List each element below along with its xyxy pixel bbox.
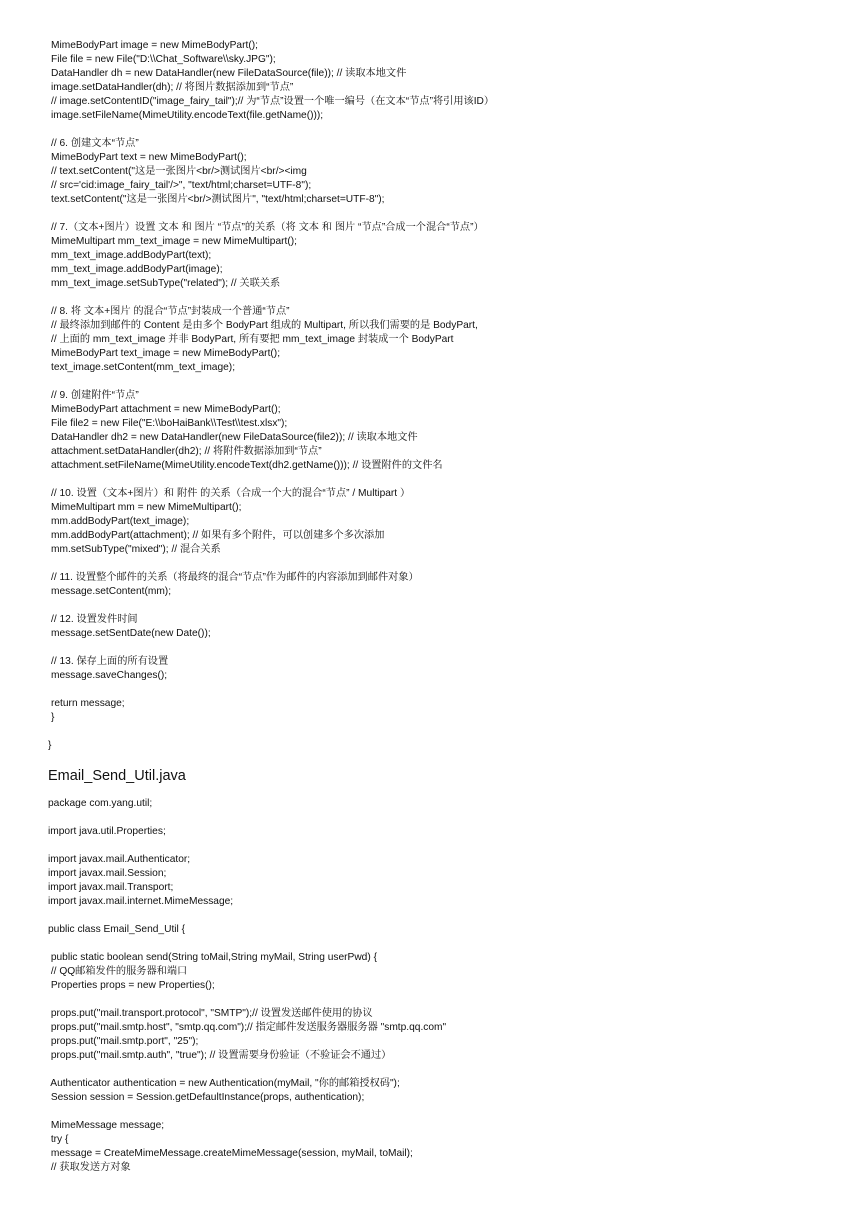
- code-line: props.put("mail.transport.protocol", "SMTP");// 设置发送邮件使用的协议: [48, 1008, 373, 1019]
- code-paragraph: [0, 951, 868, 993]
- code-paragraph: [0, 797, 868, 811]
- code-line: package com.yang.util;: [48, 798, 153, 809]
- code-paragraph: [0, 1007, 868, 1063]
- code-line: mm.addBodyPart(text_image);: [51, 516, 190, 527]
- code-line: attachment.setFileName(MimeUtility.encodeText(dh2.getName())); // 设置附件的文件名: [51, 460, 443, 471]
- code-line: // 8. 将 文本+图片 的混合“节点”封装成一个普通“节点”: [51, 306, 290, 317]
- code-line: // src='cid:image_fairy_tail'/>", "text/html;charset=UTF-8");: [51, 180, 312, 191]
- code-paragraph: [0, 825, 868, 839]
- code-line: import javax.mail.Authenticator;: [48, 854, 191, 865]
- code-line: MimeMessage message;: [48, 1120, 165, 1131]
- code-paragraph: [0, 853, 868, 909]
- code-line: // 6. 创建文本“节点”: [51, 138, 139, 149]
- code-paragraph: [0, 305, 868, 375]
- code-line: mm.setSubType("mixed"); // 混合关系: [51, 544, 221, 555]
- code-line: MimeBodyPart attachment = new MimeBodyPart();: [51, 404, 281, 415]
- code-paragraph: [0, 655, 868, 683]
- code-line: mm_text_image.addBodyPart(image);: [51, 264, 223, 275]
- code-paragraph: [0, 697, 868, 725]
- code-line: // 13. 保存上面的所有设置: [51, 656, 169, 667]
- code-line: // QQ邮箱发件的服务器和端口: [48, 966, 188, 977]
- code-paragraph: [0, 39, 868, 123]
- code-line: // 12. 设置发件时间: [51, 614, 138, 625]
- code-paragraph: [0, 613, 868, 641]
- code-paragraph: [0, 923, 868, 937]
- code-line: DataHandler dh2 = new DataHandler(new FileDataSource(file2)); // 读取本地文件: [51, 432, 418, 443]
- code-line: MimeBodyPart image = new MimeBodyPart();: [51, 40, 258, 51]
- code-line: public static boolean send(String toMail,String myMail, String userPwd) {: [48, 952, 377, 963]
- code-line: import javax.mail.Session;: [48, 868, 167, 879]
- code-paragraph: [0, 1077, 868, 1105]
- code-line: props.put("mail.smtp.host", "smtp.qq.com");// 指定邮件发送服务器服务器 "smtp.qq.com": [48, 1022, 447, 1033]
- code-line: DataHandler dh = new DataHandler(new FileDataSource(file)); // 读取本地文件: [51, 68, 407, 79]
- code-line: mm.addBodyPart(attachment); // 如果有多个附件，可以创建多个多次添加: [51, 530, 385, 541]
- code-line: image.setDataHandler(dh); // 将图片数据添加到“节点”: [51, 82, 294, 93]
- code-line: message.setContent(mm);: [51, 586, 172, 597]
- code-paragraph: [0, 221, 868, 291]
- code-line: MimeBodyPart text = new MimeBodyPart();: [51, 152, 247, 163]
- code-line: props.put("mail.smtp.port", "25");: [48, 1036, 199, 1047]
- code-line: props.put("mail.smtp.auth", "true"); // 设置需要身份验证（不验证会不通过）: [48, 1050, 392, 1061]
- code-line: try {: [48, 1134, 69, 1145]
- code-paragraph: [0, 487, 868, 557]
- code-line: import javax.mail.Transport;: [48, 882, 174, 893]
- code-line: // image.setContentID("image_fairy_tail");// 为“节点”设置一个唯一编号（在文本“节点”将引用该ID）: [51, 96, 495, 107]
- code-paragraph: [0, 1119, 868, 1175]
- code-line: message = CreateMimeMessage.createMimeMessage(session, myMail, toMail);: [48, 1148, 413, 1159]
- code-line: image.setFileName(MimeUtility.encodeText(file.getName()));: [51, 110, 324, 121]
- code-line: import java.util.Properties;: [48, 826, 166, 837]
- code-line: // text.setContent("这是一张图片<br/>测试图片<br/><img: [51, 166, 307, 177]
- code-line: text.setContent("这是一张图片<br/>测试图片", "text/html;charset=UTF-8");: [51, 194, 385, 205]
- code-line: // 10. 设置（文本+图片）和 附件 的关系（合成一个大的混合“节点” / Multipart ）: [51, 488, 411, 499]
- code-line: File file = new File("D:\\Chat_Software\\sky.JPG");: [51, 54, 276, 65]
- code-line: Session session = Session.getDefaultInstance(props, authentication);: [48, 1092, 365, 1103]
- code-line: File file2 = new File("E:\\boHaiBank\\Test\\test.xlsx");: [51, 418, 288, 429]
- code-line: message.setSentDate(new Date());: [51, 628, 211, 639]
- code-line: mm_text_image.addBodyPart(text);: [51, 250, 212, 261]
- code-line: // 获取发送方对象: [48, 1162, 131, 1173]
- code-line: message.saveChanges();: [51, 670, 168, 681]
- code-line: MimeMultipart mm_text_image = new MimeMultipart();: [51, 236, 297, 247]
- code-line: MimeMultipart mm = new MimeMultipart();: [51, 502, 242, 513]
- class-closing-brace: }: [48, 740, 52, 751]
- code-line: MimeBodyPart text_image = new MimeBodyPart();: [51, 348, 281, 359]
- code-line: }: [51, 712, 55, 723]
- code-line: // 最终添加到邮件的 Content 是由多个 BodyPart 组成的 Multipart, 所以我们需要的是 BodyPart,: [51, 320, 478, 331]
- code-paragraph: [0, 137, 868, 207]
- code-line: Authenticator authentication = new Authentication(myMail, "你的邮箱授权码");: [48, 1078, 400, 1089]
- code-line: import javax.mail.internet.MimeMessage;: [48, 896, 234, 907]
- code-line: mm_text_image.setSubType("related"); // 关联关系: [51, 278, 281, 289]
- code-line: public class Email_Send_Util {: [48, 924, 186, 935]
- code-line: // 9. 创建附件“节点”: [51, 390, 139, 401]
- code-paragraph: [0, 571, 868, 599]
- code-line: return message;: [51, 698, 125, 709]
- code-line: // 上面的 mm_text_image 并非 BodyPart, 所有要把 mm_text_image 封装成一个 BodyPart: [51, 334, 454, 345]
- section-title: Email_Send_Util.java: [48, 768, 186, 784]
- code-line: attachment.setDataHandler(dh2); // 将附件数据添加到“节点”: [51, 446, 322, 457]
- code-line: Properties props = new Properties();: [48, 980, 215, 991]
- code-line: text_image.setContent(mm_text_image);: [51, 362, 236, 373]
- code-line: // 7.（文本+图片）设置 文本 和 图片 “节点”的关系（将 文本 和 图片 “节点”合成一个混合“节点”）: [51, 222, 484, 233]
- code-paragraph: [0, 389, 868, 473]
- code-line: // 11. 设置整个邮件的关系（将最终的混合“节点”作为邮件的内容添加到邮件对象）: [51, 572, 419, 583]
